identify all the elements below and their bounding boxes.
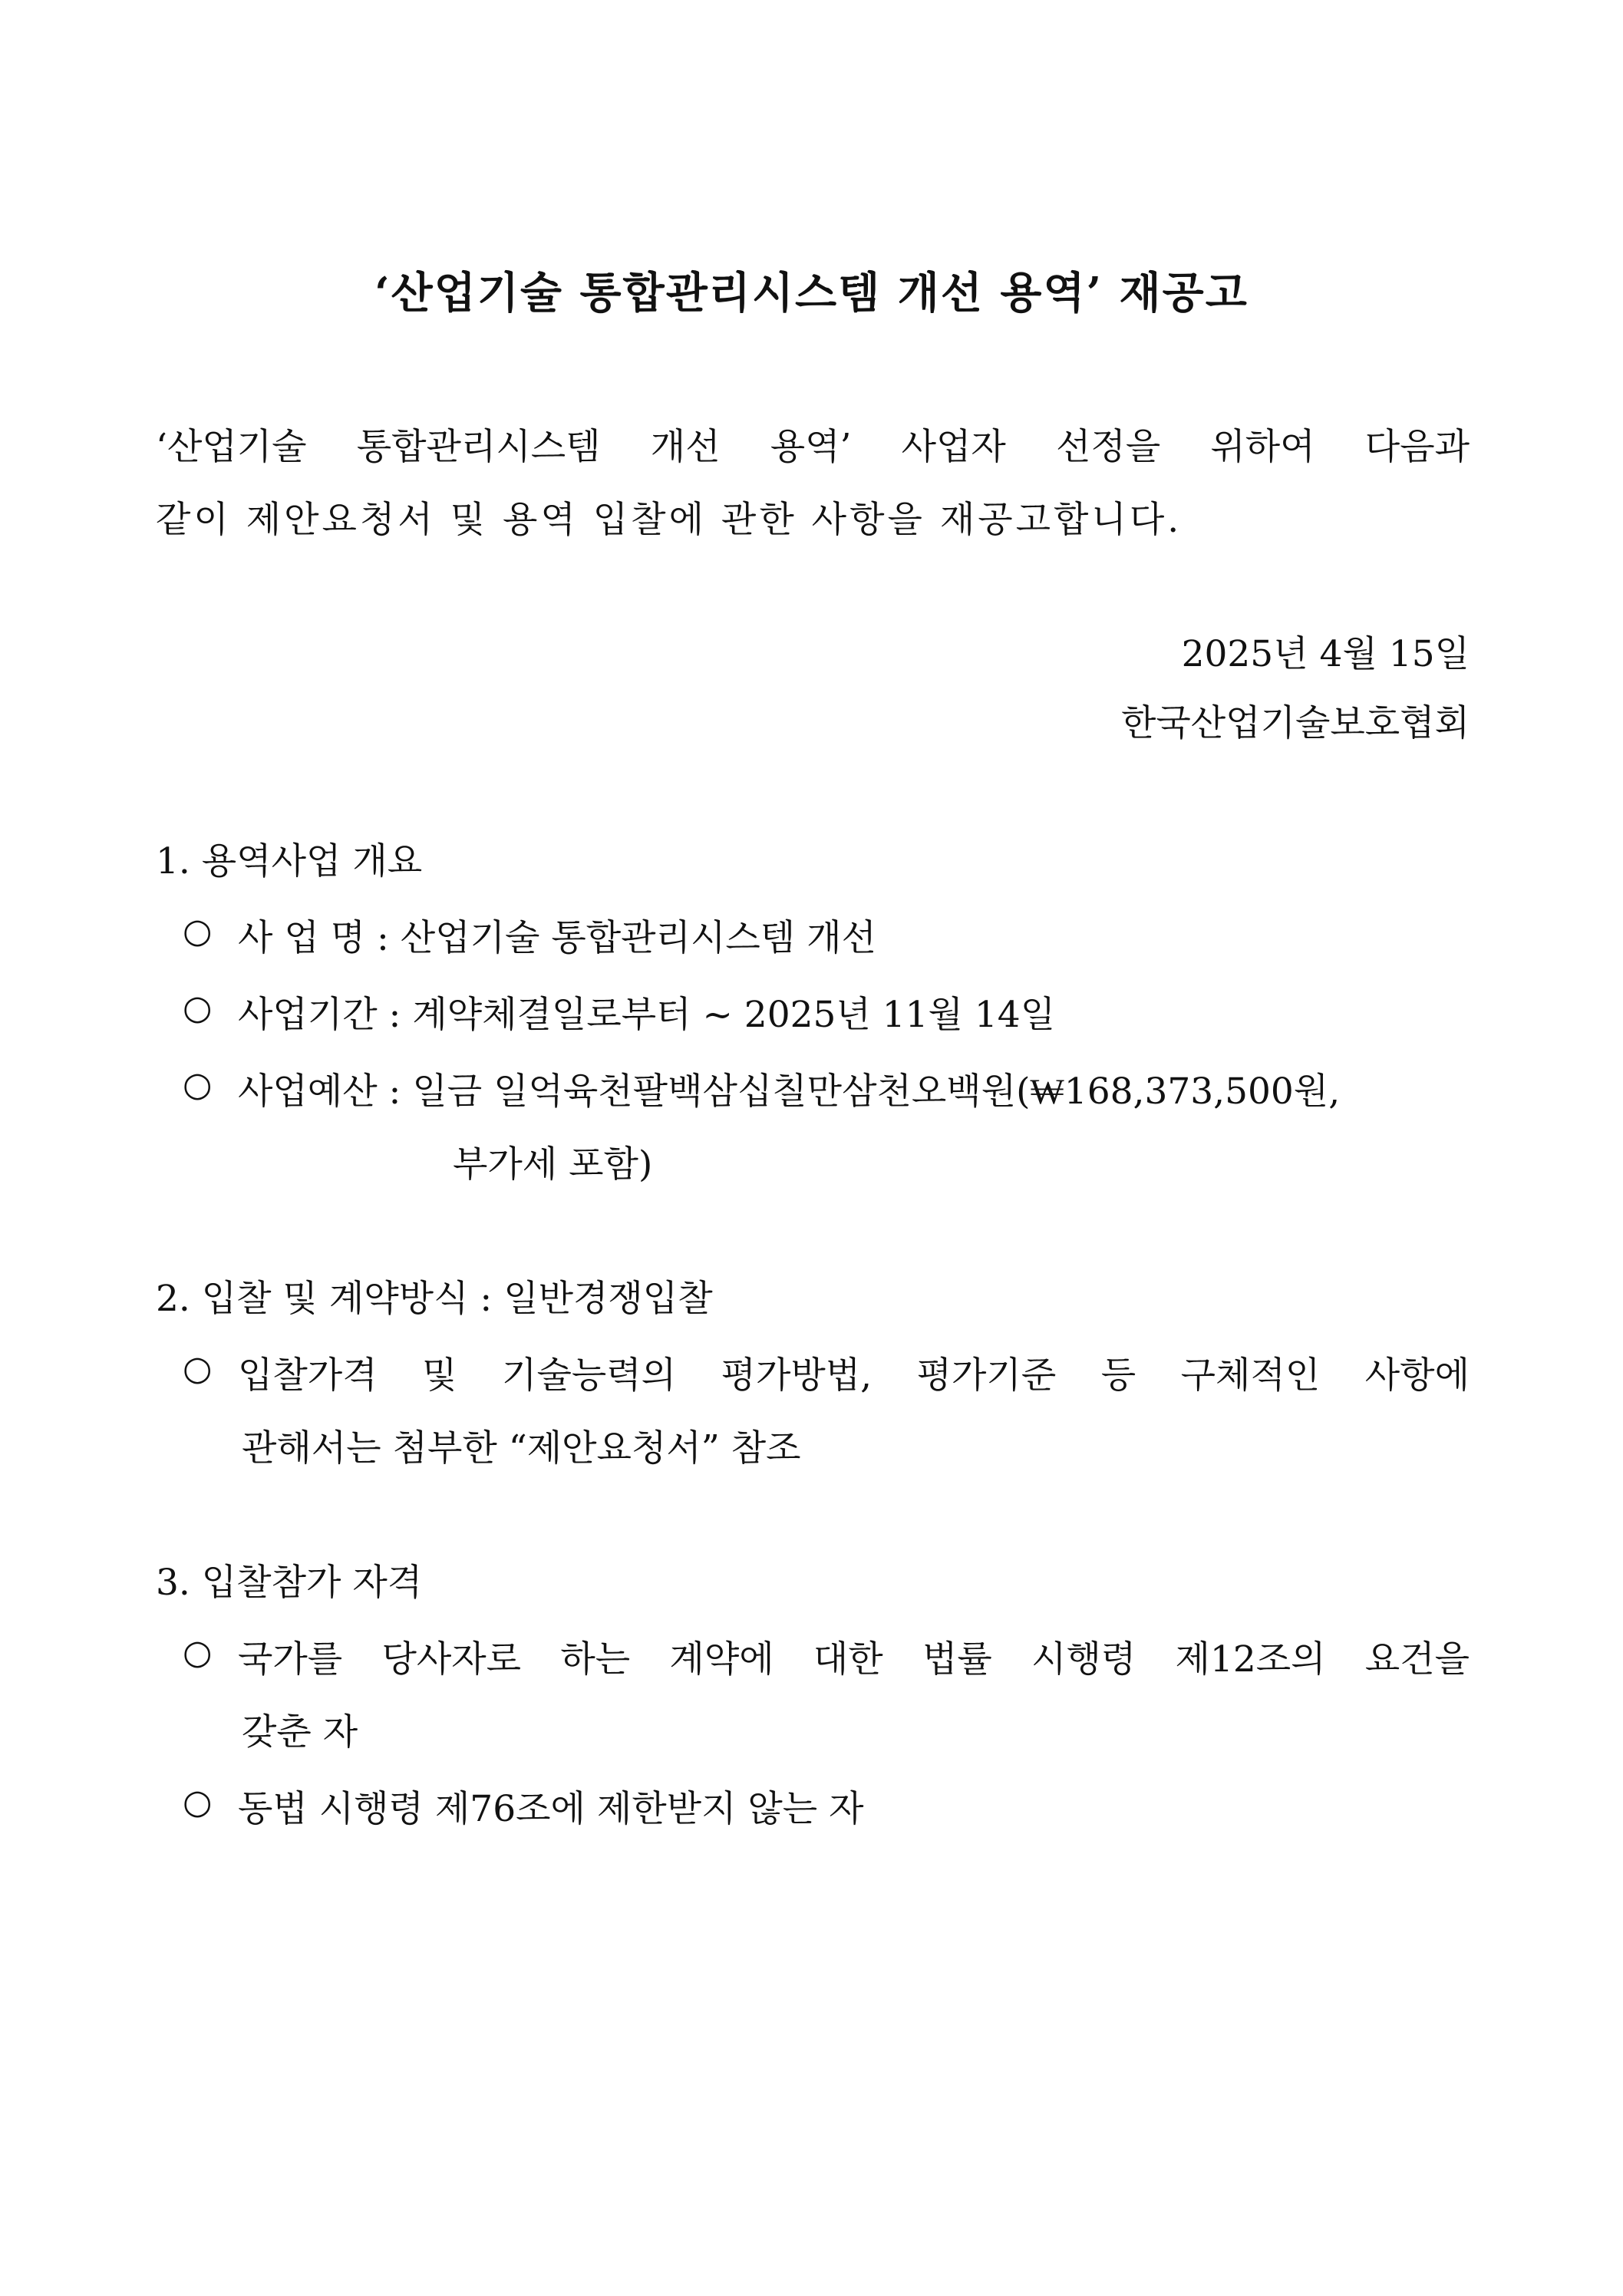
qualification-item-line-2: 갖춘 자: [242, 1711, 358, 1753]
bullet-icon: ○: [183, 1349, 213, 1388]
bullet-icon: ○: [183, 988, 213, 1028]
announcement-date: 2025년 4월 15일: [1181, 633, 1470, 675]
bullet-icon: ○: [183, 912, 213, 951]
project-name-item: 사 업 명 : 산업기술 통합관리시스템 개선: [238, 917, 876, 959]
restriction-item: 동법 시행령 제76조에 제한받지 않는 자: [238, 1788, 864, 1830]
project-budget-item: 사업예산 : 일금 일억육천팔백삼십칠만삼천오백원(₩168,373,500원,: [238, 1070, 1341, 1113]
bullet-icon: ○: [183, 1633, 213, 1672]
section-2-heading: 2. 입찰 및 계약방식 : 일반경쟁입찰: [156, 1278, 713, 1320]
bullet-icon: ○: [183, 1065, 213, 1104]
evaluation-item-line-1: 입찰가격 및 기술능력의 평가방법, 평가기준 등 구체적인 사항에: [238, 1354, 1470, 1397]
bullet-icon: ○: [183, 1783, 213, 1822]
organization-name: 한국산업기술보호협회: [1120, 702, 1470, 744]
qualification-item-line-1: 국가를 당사자로 하는 계약에 대한 법률 시행령 제12조의 요건을: [238, 1638, 1470, 1681]
section-1-heading: 1. 용역사업 개요: [156, 840, 423, 882]
intro-line-1: ‘산업기술 통합관리시스템 개선 용역’ 사업자 선정을 위하여 다음과: [156, 426, 1470, 468]
section-3-heading: 3. 입찰참가 자격: [156, 1562, 423, 1604]
intro-line-2: 같이 제안요청서 및 용역 입찰에 관한 사항을 재공고합니다.: [156, 499, 1183, 541]
evaluation-item-line-2: 관해서는 첨부한 “제안요청서” 참조: [242, 1427, 801, 1470]
project-budget-continuation: 부가세 포함): [453, 1143, 653, 1186]
document-title: ‘산업기술 통합관리시스템 개선 용역’ 재공고: [374, 268, 1249, 318]
project-period-item: 사업기간 : 계약체결일로부터 ~ 2025년 11월 14일: [238, 994, 1056, 1036]
